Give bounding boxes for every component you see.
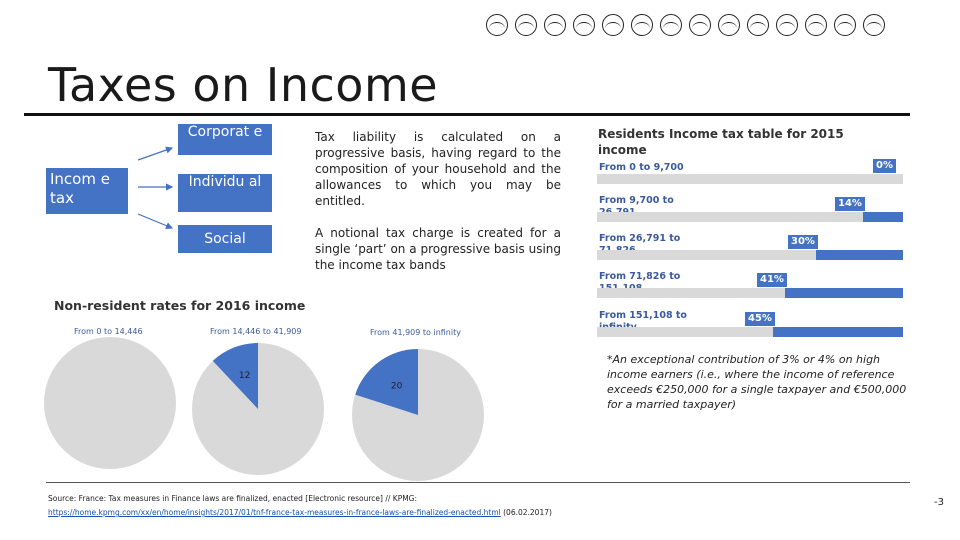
band-rate-label: 45% <box>745 312 775 326</box>
income-tax-box: Incom e tax <box>46 168 128 214</box>
ring-icon <box>834 14 856 36</box>
tax-liability-paragraph: Tax liability is calculated on a progressive basis, having regard to the composition of your household and the allowances to which you may be entitled. <box>315 130 561 208</box>
band-track <box>597 174 903 184</box>
pie-chart <box>350 347 486 483</box>
source-link[interactable]: https://home.kpmg.com/xx/en/home/insights/2017/01/tnf-france-tax-measures-in-france-laws-are-finalized-enacted.html <box>48 508 501 517</box>
band-fill <box>863 212 903 222</box>
ring-icon <box>689 14 711 36</box>
band-label: From 0 to 9,700 <box>599 162 684 173</box>
pie-value-label: 12 <box>238 371 251 382</box>
ring-icon <box>776 14 798 36</box>
residents-title-year: 2015 <box>810 127 844 141</box>
ring-icon <box>660 14 682 36</box>
band-track <box>597 327 903 337</box>
band-rate-label: 0% <box>873 159 896 173</box>
page-number: -3 <box>934 497 944 508</box>
band-track <box>597 288 903 298</box>
footer-divider <box>46 482 910 483</box>
ring-icon <box>515 14 537 36</box>
band-track <box>597 250 903 260</box>
category-individual: Individu al <box>178 174 272 212</box>
band-fill <box>785 288 903 298</box>
category-social: Social <box>178 225 272 253</box>
pie-base <box>44 337 176 469</box>
page-title: Taxes on Income <box>48 58 439 112</box>
pie-label: From 41,909 to infinity <box>370 328 461 337</box>
pie-chart <box>42 335 178 471</box>
band-track <box>597 212 903 222</box>
band-fill <box>816 250 903 260</box>
source-citation <box>48 492 748 520</box>
exceptional-contribution-note: *An exceptional contribution of 3% or 4% on high income earners (i.e., where the income of reference exceeds €250,000 for a single taxpayer and €500,000 for a married taxpayer) <box>607 353 907 411</box>
residents-title-suffix: income <box>598 143 647 157</box>
decorative-rings <box>486 14 885 36</box>
ring-icon <box>631 14 653 36</box>
band-label: From 151,108 to <box>599 310 687 321</box>
pie-label: From 14,446 to 41,909 <box>210 327 302 336</box>
nonresident-title-suffix: income <box>250 298 306 313</box>
nonresident-title <box>54 298 305 313</box>
arrow-icon <box>138 148 172 160</box>
category-corporate: Corporat e <box>178 124 272 155</box>
band-rate-label: 41% <box>757 273 787 287</box>
pie-chart <box>190 341 326 477</box>
ring-icon <box>486 14 508 36</box>
ring-icon <box>863 14 885 36</box>
band-rate-label: 30% <box>788 235 818 249</box>
title-divider <box>24 113 910 116</box>
band-label: From 9,700 to <box>599 195 674 206</box>
ring-icon <box>573 14 595 36</box>
ring-icon <box>602 14 624 36</box>
band-label: From 71,826 to <box>599 271 681 282</box>
ring-icon <box>747 14 769 36</box>
band-label: From 26,791 to <box>599 233 681 244</box>
notional-charge-paragraph: A notional tax charge is created for a single ‘part’ on a progressive basis using the income tax bands <box>315 226 561 272</box>
pie-label: From 0 to 14,446 <box>74 327 143 336</box>
nonresident-title-prefix: Non-resident rates for <box>54 298 216 313</box>
arrow-icon <box>138 214 172 228</box>
nonresident-title-year: 2016 <box>215 298 251 313</box>
ring-icon <box>718 14 740 36</box>
band-fill <box>773 327 903 337</box>
source-date: (06.02.2017) <box>500 508 552 517</box>
ring-icon <box>544 14 566 36</box>
ring-icon <box>805 14 827 36</box>
residents-title-prefix: Residents Income tax table for <box>598 127 811 141</box>
source-text: Source: France: Tax measures in Finance laws are finalized, enacted [Electronic resource] // KPMG: <box>48 494 418 503</box>
diagram-arrows <box>128 140 180 236</box>
band-rate-label: 14% <box>835 197 865 211</box>
pie-value-label: 20 <box>390 381 403 392</box>
residents-table-title <box>598 126 898 158</box>
